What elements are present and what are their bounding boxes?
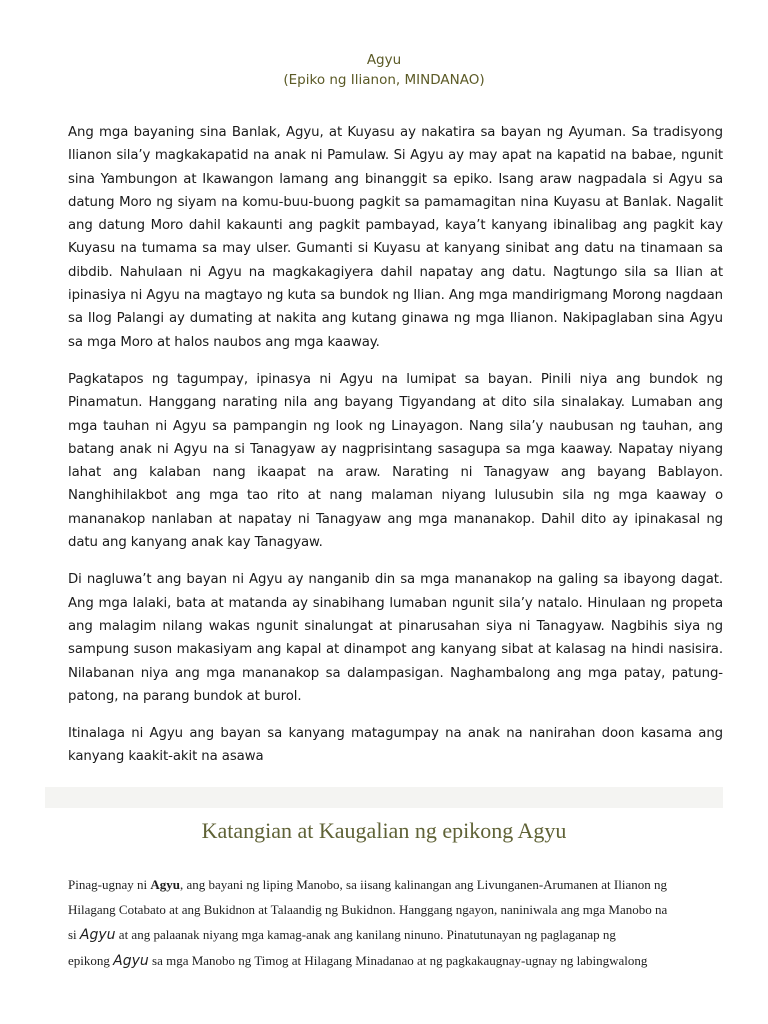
text-run: Pinag-ugnay ni	[68, 877, 151, 892]
paragraph: Di nagluwa’t ang bayan ni Agyu ay nanganib din sa mga mananakop na galing sa ibayong dagat. Ang mga lalaki, bata at matanda ay sinabihang lumaban ngunit sila’y natalo. Hinulaan ng propeta ang malagim nilang wakas ngunit sinalungat at pinarusahan siya ni Tanagyaw. Nagbihis siya ng sampung suson makasiyam ang kapal at dinampot ang kanyang sibat at kalasag na hindi nasisira. Nilabanan niya ang mga mananakop sa dalampasigan. Naghambalong ang mga patay, patung-patong, na parang bundok at burol.	[68, 572, 723, 704]
text-run: at ang palaanak niyang mga kamag-anak ang kanilang ninuno. Pinatutunayan ng paglaganap ng	[115, 927, 616, 942]
text-run: si	[68, 927, 80, 942]
text-run: sa mga Manobo ng Timog at Hilagang Minadanao at ng pagkakaugnay-ugnay ng labingwalong	[148, 953, 648, 968]
text-run: epikong	[68, 953, 114, 968]
section-line	[68, 922, 723, 948]
hero-name: Agyu	[113, 953, 149, 969]
text-run: , ang bayani ng liping Manobo, sa iisang kalinangan ang Livunganen-Arumanen at Ilianon ng	[179, 877, 667, 892]
hero-name: Agyu	[79, 927, 116, 943]
paragraph: Ang mga bayaning sina Banlak, Agyu, at Kuyasu ay nakatira sa bayan ng Ayuman. Sa tradisyong Ilianon sila’y magkakapatid na anak ni Pamulaw. Si Agyu ay may apat na kapatid na babae, ngunit sina Yambungon at Ikawangon lamang ang binanggit sa epiko. Isang araw nagpadala si Agyu sa datung Moro ng siyam na komu-buu-buong pagkit sa pamamagitan nina Kuyasu at Banlak. Nagalit ang datung Moro dahil kakaunti ang pagkit pambayad, kaya’t kanyang ibinalibag ang pagkit kay Kuyasu na tumama sa may ulser. Gumanti si Kuyasu at kanyang sinibat ang datu na tinamaan sa dibdib. Nahulaan ni Agyu na magkakagiyera dahil napatay ang datu. Nagtungo sila sa Ilian at ipinasiya ni Agyu na magtayo ng kuta sa bundok ng Ilian. Ang mga mandirigmang Morong nagdaan sa Ilog Palangi ay dumating at nakita ang kutang ginawa ng mga Ilianon. Nakipaglaban sina Agyu sa mga Moro at halos naubos ang mga kaaway.	[68, 125, 723, 350]
section-line	[68, 948, 723, 974]
paragraph: Itinalaga ni Agyu ang bayan sa kanyang matagumpay na anak na nanirahan doon kasama ang kanyang kaakit-akit na asawa	[68, 726, 723, 765]
section-line: Hilagang Cotabato at ang Bukidnon at Talaandig ng Bukidnon. Hanggang ngayon, naniniwala ang mga Manobo na	[68, 902, 668, 917]
section-body	[68, 872, 723, 974]
section-heading: Katangian at Kaugalian ng epikong Agyu	[201, 818, 567, 843]
document-title: Agyu	[366, 52, 402, 68]
epic-summary	[68, 121, 723, 783]
section-divider-band	[45, 787, 723, 808]
document-subtitle: (Epiko ng Ilianon, MINDANAO)	[283, 72, 485, 88]
document-header	[0, 50, 768, 90]
paragraph: Pagkatapos ng tagumpay, ipinasya ni Agyu na lumipat sa bayan. Pinili niya ang bundok ng Pinamatun. Hanggang narating nila ang bayang Tigyandang at dito sila sinalakay. Lumaban ang mga tauhan ni Agyu sa pampangin ng look ng Linayagon. Nang sila’y naubusan ng tauhan, ang batang anak ni Agyu na si Tanagyaw ay nagprisintang sasagupa sa mga kaaway. Napatay niyang lahat ang kalaban nang ikaapat na araw. Narating ni Tanagyaw ang bayang Bablayon. Nanghihilakbot ang mga tao rito at nang malaman niyang lulusubin sila ng mga kaaway o mananakop nanlaban at napatay ni Tanagyaw ang mga mananakop. Dahil dito ay ipinakasal ng datu ang kanyang anak kay Tanagyaw.	[68, 371, 723, 551]
hero-name: Agyu	[150, 877, 180, 892]
section-line	[68, 872, 723, 897]
